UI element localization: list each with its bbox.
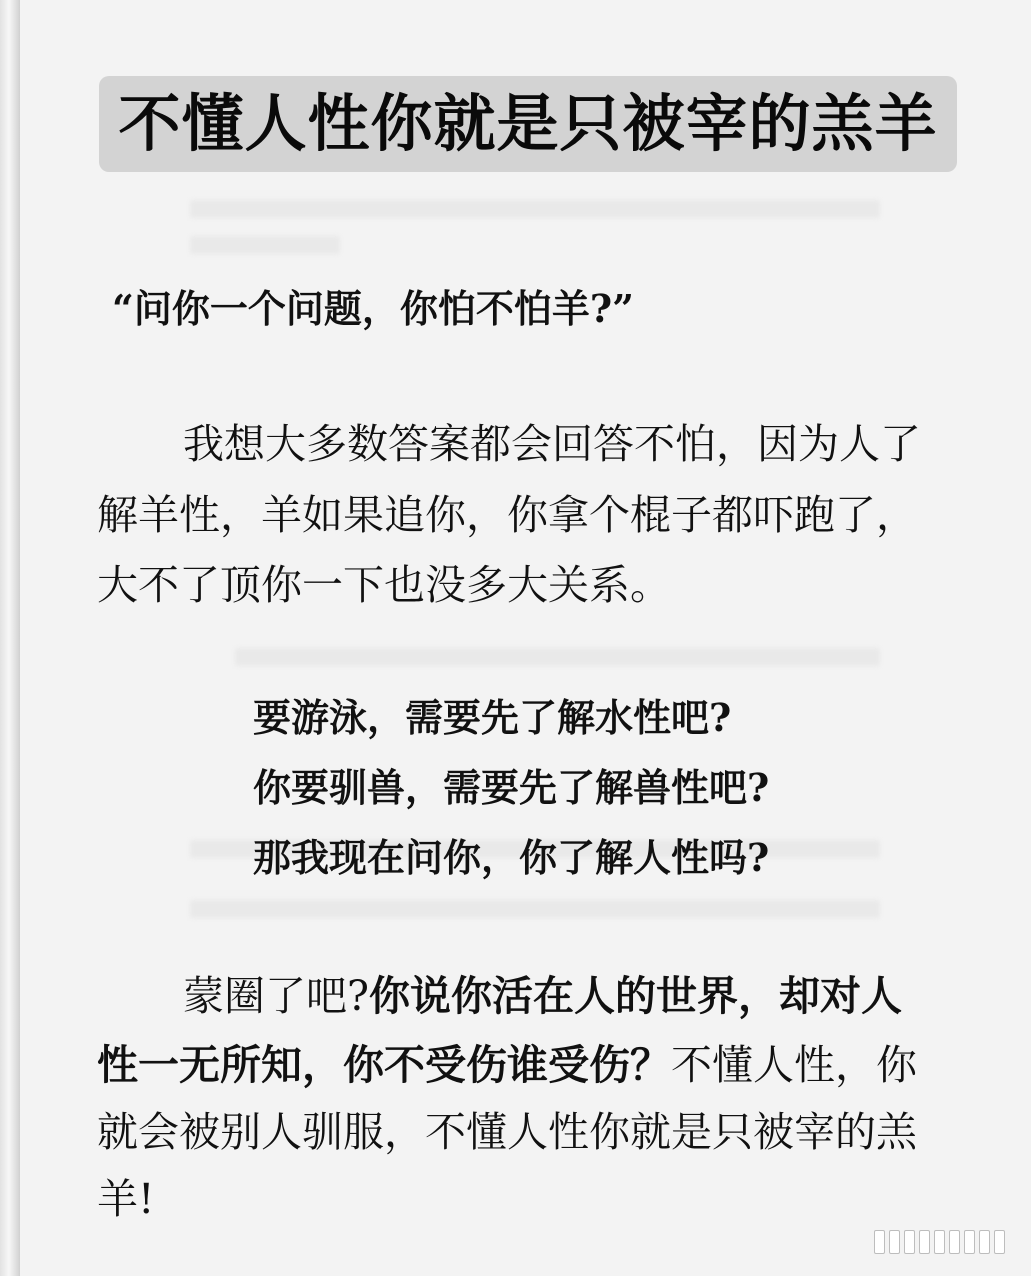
title-banner: [99, 76, 957, 172]
paragraph-line: 我想大多数答案都会回答不怕，因为人了: [183, 420, 921, 468]
question-line: “问你一个问题，你怕不怕羊?”: [112, 286, 634, 331]
page-binding: [0, 0, 20, 1276]
plain-text: 蒙圈了吧?: [183, 972, 369, 1020]
verse-line: 你要驯兽，需要先了解兽性吧?: [253, 765, 770, 810]
emphasis-text: 性一无所知，你不受伤谁受伤？: [97, 1041, 671, 1089]
verse-line: 要游泳，需要先了解水性吧?: [253, 695, 732, 740]
emphasis-text: 你说你活在人的世界，却对人: [368, 972, 902, 1020]
bleed-through-mark: [190, 900, 880, 918]
plain-text: 不懂人性，你: [671, 1041, 917, 1089]
bleed-through-mark: [190, 200, 880, 218]
paragraph-line: 就会被别人驯服，不懂人性你就是只被宰的羔: [97, 1108, 917, 1156]
page-title: 不懂人性你就是只被宰的羔羊: [118, 87, 938, 160]
paragraph-line: 大不了顶你一下也没多大关系。: [97, 561, 671, 609]
bleed-through-mark: [190, 236, 340, 254]
paragraph-line: [97, 1037, 917, 1093]
paragraph-line: 羊!: [97, 1175, 155, 1223]
paragraph-line: 解羊性，羊如果追你，你拿个棍子都吓跑了，: [97, 491, 917, 539]
verse-line: 那我现在问你，你了解人性吗?: [253, 835, 770, 880]
watermark-logo: [874, 1230, 1005, 1254]
bleed-through-mark: [235, 648, 880, 666]
paragraph-line: [183, 968, 902, 1024]
